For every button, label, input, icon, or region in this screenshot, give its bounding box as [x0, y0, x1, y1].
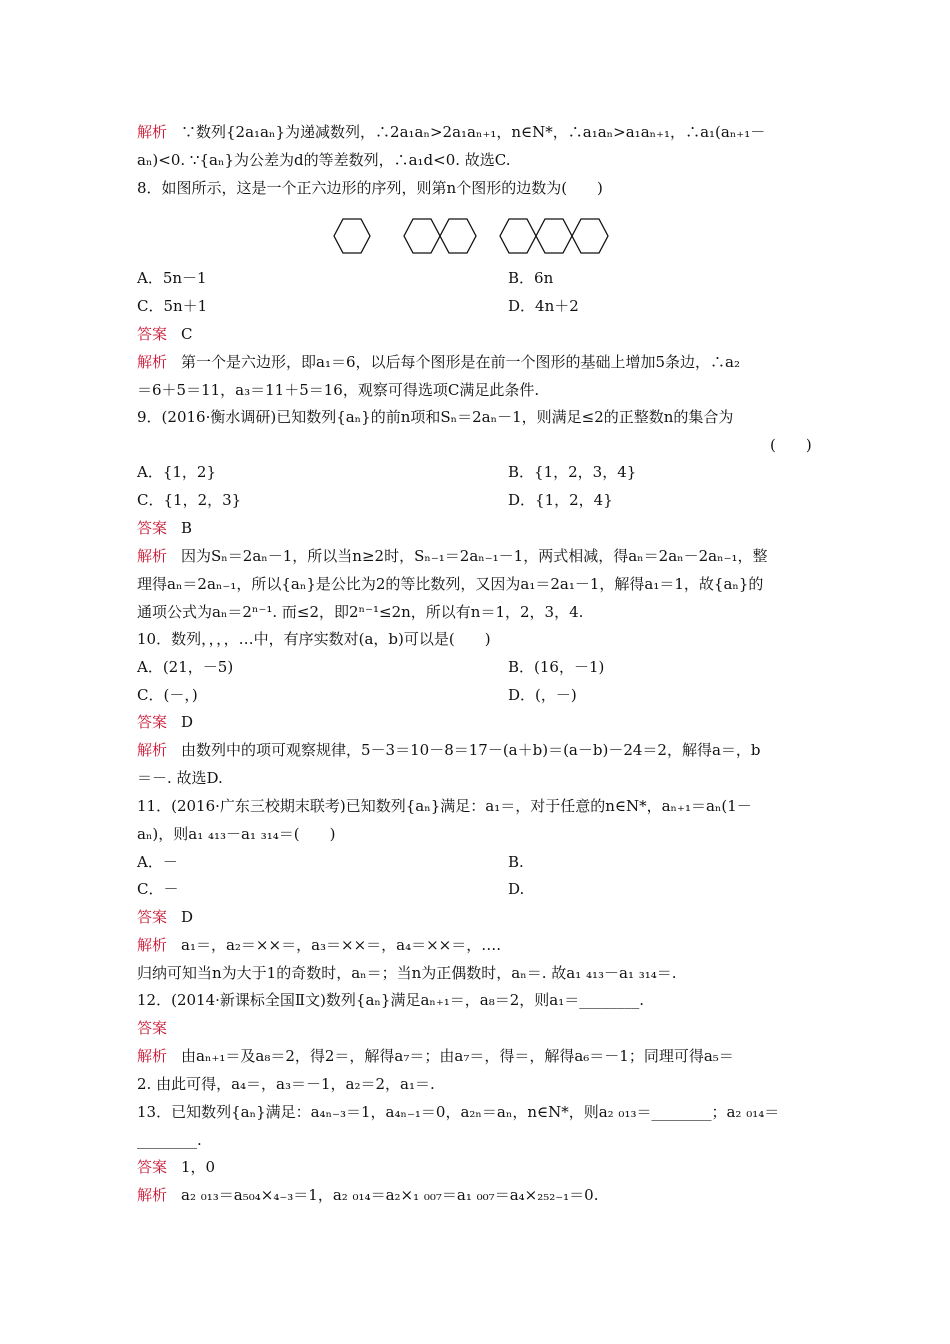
- hexagon-sequence-figure: [330, 214, 620, 258]
- analysis-label: 解析: [137, 547, 168, 565]
- q11-option-d: D.: [508, 880, 525, 898]
- q9-option-c: C．{1，2，3}: [137, 491, 242, 509]
- analysis-label: 解析: [137, 1186, 168, 1204]
- q9-paren: ( ): [770, 436, 812, 454]
- q9-answer: 答案 B: [137, 519, 193, 537]
- q11-stem-line1: 11．(2016·广东三校期末联考)已知数列{aₙ}满足：a₁＝，对于任意的n∈N*，aₙ₊₁＝aₙ(1－: [137, 797, 752, 815]
- q10-analysis-line2: ＝－. 故选D.: [137, 769, 223, 787]
- q7-analysis-line2: aₙ)<0. ∵{aₙ}为公差为d的等差数列，∴a₁d<0. 故选C.: [137, 151, 511, 169]
- q12-analysis-line1: 解析 由aₙ₊₁＝及a₈＝2，得2＝，解得a₇＝；由a₇＝，得＝，解得a₆＝－1；同理可得a₅＝: [137, 1047, 734, 1065]
- hexagon-1-icon: [334, 219, 370, 253]
- answer-label: 答案: [137, 1158, 168, 1176]
- analysis-label: 解析: [137, 741, 168, 759]
- q9-option-a: A．{1，2}: [137, 463, 217, 481]
- q13-analysis-line1: 解析 a₂ ₀₁₃＝a₅₀₄×₄₋₃＝1，a₂ ₀₁₄＝a₂×₁ ₀₀₇＝a₁ ₀₀₇＝a₄×₂₅₂₋₁＝0.: [137, 1186, 599, 1204]
- answer-label: 答案: [137, 713, 168, 731]
- q11-analysis-line2: 归纳可知当n为大于1的奇数时，aₙ＝；当n为正偶数时，aₙ＝. 故a₁ ₄₁₃－a₁ ₃₁₄＝.: [137, 964, 677, 982]
- q12-answer: [137, 1018, 167, 1038]
- q8-analysis-line2: ＝6＋5＝11，a₃＝11＋5＝16，观察可得选项C满足此条件.: [137, 381, 540, 399]
- q13-stem-line1: 13．已知数列{aₙ}满足：a₄ₙ₋₃＝1，a₄ₙ₋₁＝0，a₂ₙ＝aₙ，n∈N*，则a₂ ₀₁₃＝________；a₂ ₀₁₄＝: [137, 1103, 780, 1121]
- q9-option-d: D．{1，2，4}: [508, 491, 613, 509]
- q13-answer: 答案 1，0: [137, 1158, 216, 1176]
- answer-label: 答案: [137, 325, 168, 343]
- q10-option-d: D．(，－): [508, 686, 577, 704]
- analysis-label: 解析: [137, 1047, 168, 1065]
- q10-option-c: C．(－，): [137, 686, 198, 704]
- q8-option-c: C．5n＋1: [137, 297, 208, 315]
- q11-option-a: A．－: [137, 853, 178, 871]
- q10-answer: 答案 D: [137, 713, 194, 731]
- q10-analysis-line1: 解析 由数列中的项可观察规律，5－3＝10－8＝17－(a＋b)＝(a－b)－24＝2，解得a＝，b: [137, 741, 761, 759]
- q11-option-c: C．－: [137, 880, 179, 898]
- analysis-label: 解析: [137, 936, 168, 954]
- q13-stem-line2: ________.: [137, 1131, 202, 1149]
- q8-option-a: A．5n－1: [137, 269, 207, 287]
- answer-label: 答案: [137, 908, 168, 926]
- q8-option-b: B．6n: [508, 269, 554, 287]
- q12-analysis-line2: 2. 由此可得，a₄＝，a₃＝－1，a₂＝2，a₁＝.: [137, 1075, 435, 1093]
- q9-option-b: B．{1，2，3，4}: [508, 463, 637, 481]
- analysis-label: 解析: [137, 353, 168, 371]
- q12-stem: 12．(2014·新课标全国Ⅱ文)数列{aₙ}满足aₙ₊₁＝，a₈＝2，则a₁＝________.: [137, 991, 645, 1009]
- q10-option-b: B．(16，－1): [508, 658, 605, 676]
- q8-stem: 8．如图所示，这是一个正六边形的序列，则第n个图形的边数为( ): [137, 179, 603, 197]
- q9-analysis-line3: 通项公式为aₙ＝2ⁿ⁻¹. 而≤2，即2ⁿ⁻¹≤2n，所以有n＝1，2，3，4.: [137, 603, 584, 621]
- q7-analysis-line1: 解析 ∵数列{2a₁aₙ}为递减数列，∴2a₁aₙ>2a₁aₙ₊₁，n∈N*，∴a₁aₙ>a₁aₙ₊₁，∴a₁(aₙ₊₁－: [137, 123, 766, 141]
- q10-stem: 10．数列，，，，…中，有序实数对(a，b)可以是( ): [137, 630, 491, 648]
- q11-stem-line2: aₙ)，则a₁ ₄₁₃－a₁ ₃₁₄＝( ): [137, 825, 336, 843]
- q8-answer: 答案 C: [137, 325, 193, 343]
- q11-analysis-line1: 解析 a₁＝，a₂＝××＝，a₃＝××＝，a₄＝××＝，….: [137, 936, 502, 954]
- answer-label: 答案: [137, 519, 168, 537]
- q8-option-d: D．4n＋2: [508, 297, 579, 315]
- analysis-label: 解析: [137, 123, 168, 141]
- answer-label: 答案: [137, 1019, 168, 1037]
- q9-stem: 9．(2016·衡水调研)已知数列{aₙ}的前n项和Sₙ＝2aₙ－1，则满足≤2的正整数n的集合为: [137, 408, 734, 426]
- hexagon-2-icon: [404, 219, 476, 253]
- q11-answer: 答案 D: [137, 908, 194, 926]
- q8-analysis-line1: 解析 第一个是六边形，即a₁＝6，以后每个图形是在前一个图形的基础上增加5条边，∴a₂: [137, 353, 741, 371]
- q10-option-a: A．(21，－5): [137, 658, 234, 676]
- hexagon-3-icon: [500, 219, 608, 253]
- q11-option-b: B.: [508, 853, 524, 871]
- q9-analysis-line2: 理得aₙ＝2aₙ₋₁，所以{aₙ}是公比为2的等比数列，又因为a₁＝2a₁－1，解得a₁＝1，故{aₙ}的: [137, 575, 764, 593]
- q9-analysis-line1: 解析 因为Sₙ＝2aₙ－1，所以当n≥2时，Sₙ₋₁＝2aₙ₋₁－1，两式相减，得aₙ＝2aₙ－2aₙ₋₁，整: [137, 547, 768, 565]
